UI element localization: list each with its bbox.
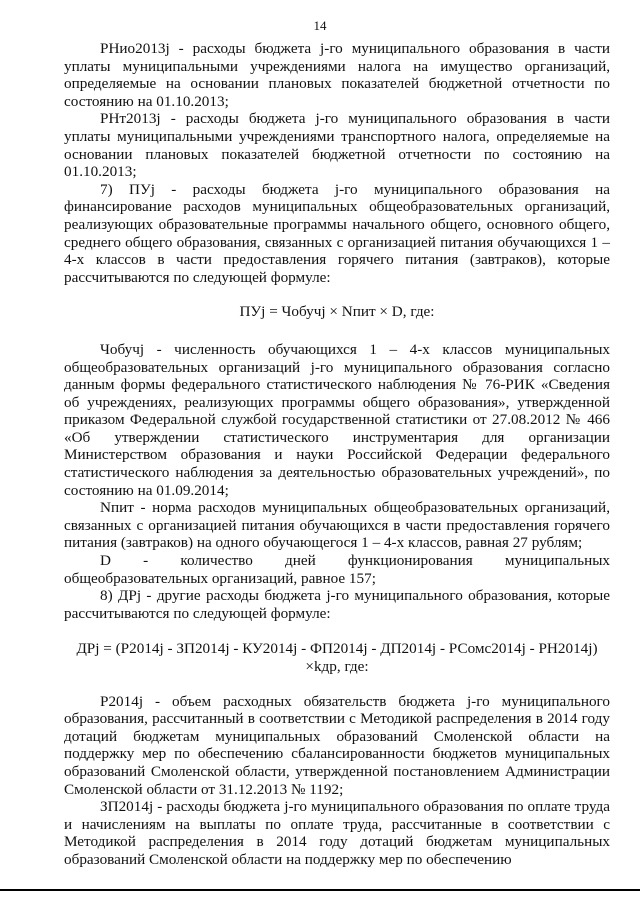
paragraph-npit: Nпит - норма расходов муниципальных общеобразовательных организаций, связанных с организацией питания обучающихся в части предоставления горячего питания (завтраков) на одного обучающегося 1 – 4-х классов, равная 27 рублям; <box>64 499 610 552</box>
paragraph-rnt: РНт2013j - расходы бюджета j-го муниципального образования в части уплаты муниципальными учреждениями транспортного налога, определяемые на основании плановых показателей бюджетной отчетности по состоянию на 01.10.2013; <box>64 110 610 181</box>
paragraph-chobuch: Чобучj - численность обучающихся 1 – 4-х классов муниципальных общеобразовательных организаций j-го муниципального образования согласно данным формы федерального статистического наблюдения № 76-РИК «Сведения об учреждениях, реализующих программы общего образования», утвержденной приказом Федеральной службой государственной статистики от 27.08.2012 № 466 «Об утверждении статистического инструментария для организации Министерством образования и науки Российской Федерации федерального статистического наблюдения за деятельностью образовательных учреждений», по состоянию на 01.09.2014; <box>64 340 610 499</box>
page-number: 14 <box>313 18 327 33</box>
document-body <box>64 40 610 869</box>
paragraph-item-8: 8) ДРj - другие расходы бюджета j-го муниципального образования, которые рассчитываются по следующей формуле: <box>64 587 610 622</box>
formula-dr: ДРj = (Р2014j - ЗП2014j - КУ2014j - ФП2014j - ДП2014j - РСомс2014j - РН2014j) ×kдр, где: <box>76 640 598 675</box>
paragraph-r2014: Р2014j - объем расходных обязательств бюджета j-го муниципального образования, рассчитанный в соответствии с Методикой распределения в 2014 году дотаций бюджетам муниципальных образований Смоленской области на поддержку мер по обеспечению сбалансированности бюджетов муниципальных образований Смоленской области, утвержденной постановлением Администрации Смоленской области от 31.12.2013 № 1192; <box>64 692 610 798</box>
paragraph-d: D - количество дней функционирования муниципальных общеобразовательных организаций, равное 157; <box>64 552 610 587</box>
paragraph-rnio: РНио2013j - расходы бюджета j-го муниципального образования в части уплаты муниципальными учреждениями налога на имущество организаций, определяемые на основании плановых показателей бюджетной отчетности по состоянию на 01.10.2013; <box>64 40 610 110</box>
page-bottom-rule <box>0 889 640 891</box>
paragraph-item-7: 7) ПУj - расходы бюджета j-го муниципального образования на финансирование расходов муниципальных общеобразовательных организаций, реализующих образовательные программы начального общего, основного общего, среднего общего образования, связанных с организацией питания обучающихся 1 – 4-х классов в части предоставления горячего питания (завтраков), которые рассчитываются по следующей формуле: <box>64 180 610 286</box>
paragraph-zp2014: ЗП2014j - расходы бюджета j-го муниципального образования по оплате труда и начислениям на выплаты по оплате труда, рассчитанные в соответствии с Методикой распределения в 2014 году дотаций бюджетам муниципальных образований Смоленской области на поддержку мер по обеспечению <box>64 798 610 868</box>
formula-pu: ПУj = Чобучj × Nпит × D, где: <box>239 303 435 321</box>
